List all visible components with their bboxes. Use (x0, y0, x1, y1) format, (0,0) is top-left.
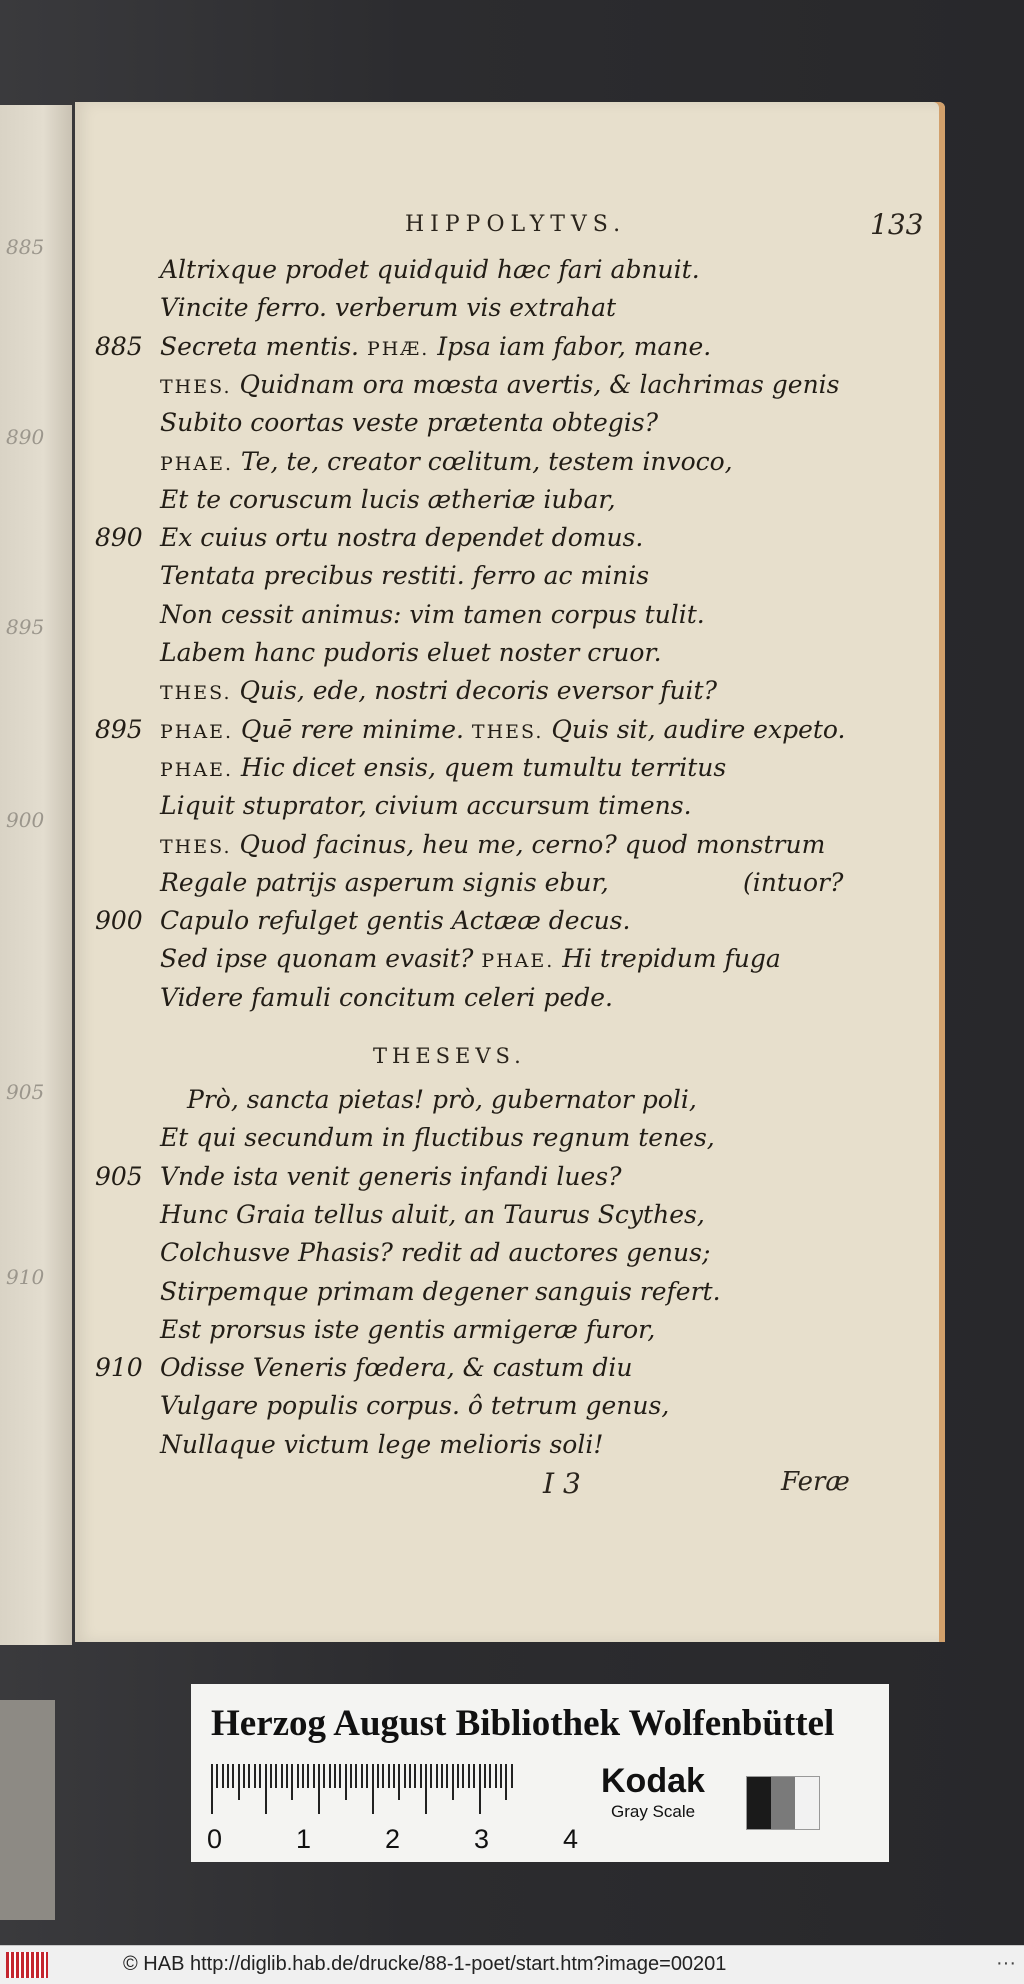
color-card (191, 1684, 889, 1862)
verse-line (75, 485, 945, 523)
ruler-tick (495, 1764, 497, 1788)
ruler-tick (462, 1764, 464, 1788)
ruler-tick (270, 1764, 272, 1788)
kodak-logo: Kodak (601, 1762, 705, 1800)
text-run: Secreta mentis. (160, 331, 367, 361)
ruler-tick (484, 1764, 486, 1788)
verse-line (75, 753, 945, 791)
text-run: Quod facinus, heu me, cerno? quod monstrum (231, 829, 826, 859)
line-number: 910 (95, 1353, 143, 1383)
ruler-tick (243, 1764, 245, 1788)
text-run: Nullaque victum lege melioris soli! (160, 1429, 604, 1459)
text-run: Colchusve Phasis? redit ad auctores genus; (160, 1238, 711, 1268)
text-run: Subito coortas veste prætenta obtegis? (160, 408, 659, 438)
line-text (160, 676, 717, 705)
verse-line (75, 676, 945, 714)
ruler-tick (468, 1764, 470, 1788)
ruler-tick (404, 1764, 406, 1788)
text-run: Odisse Veneris fœdera, & castum diu (160, 1353, 633, 1383)
text-run: Liquit stuprator, civium accursum timens. (160, 791, 692, 821)
speaker-label: PHAE. (160, 720, 233, 743)
line-text (160, 485, 616, 514)
text-run: Quis sit, audire expeto. (543, 714, 846, 744)
catchword: Feræ (781, 1467, 850, 1497)
ruler-tick (366, 1764, 368, 1788)
ruler-tick (377, 1764, 379, 1788)
ruler-tick (372, 1764, 374, 1814)
verse-line (75, 523, 945, 561)
ruler-tick (350, 1764, 352, 1788)
more-icon[interactable]: ··· (996, 1952, 1016, 1974)
ruler-tick (393, 1764, 395, 1788)
text-run: Labem hanc pudoris eluet noster cruor. (160, 638, 662, 667)
ruler-tick (425, 1764, 427, 1814)
ruler-tick (227, 1764, 229, 1788)
line-text (187, 1085, 697, 1114)
text-run: Ipsa iam fabor, mane. (429, 331, 712, 361)
text-run: Videre famuli concitum celeri pede. (160, 982, 613, 1012)
ruler-tick (339, 1764, 341, 1788)
text-run: Stirpemque primam degener sanguis refert. (160, 1276, 721, 1306)
text-run: Hi trepidum fuga (554, 944, 781, 974)
line-text (160, 1353, 632, 1382)
ruler-tick (446, 1764, 448, 1788)
hab-logo-icon (6, 1952, 48, 1978)
line-text (160, 944, 781, 973)
line-text (160, 293, 616, 322)
ruler-tick (238, 1764, 240, 1800)
line-text (160, 868, 609, 897)
line-text (160, 1391, 669, 1420)
speaker-label: PHÆ. (366, 337, 430, 360)
ghost-line-number: 885 (6, 235, 45, 259)
ruler-tick (489, 1764, 491, 1788)
line-text (160, 255, 700, 284)
ruler-number: 1 (296, 1824, 312, 1854)
ruler-tick (511, 1764, 513, 1788)
verse-line (75, 1315, 945, 1353)
ruler-tick (479, 1764, 481, 1814)
speaker-label: THES. (160, 835, 232, 858)
ghost-line-number: 890 (6, 425, 45, 449)
ruler-tick (430, 1764, 432, 1788)
line-text (160, 906, 630, 935)
verse-line (75, 561, 945, 599)
line-number: 895 (95, 714, 143, 744)
verse-line (75, 944, 945, 982)
ruler-tick (265, 1764, 267, 1814)
ruler-tick (409, 1764, 411, 1788)
text-run: Vincite ferro. verberum vis extrahat (160, 293, 617, 323)
speaker-heading: THESEVS. (373, 1044, 526, 1068)
text-run: Et qui secundum in fluctibus regnum tenes, (160, 1123, 715, 1153)
text-run: Est prorsus iste gentis armigeræ furor, (160, 1314, 656, 1344)
line-text (160, 447, 733, 476)
line-text (160, 1200, 705, 1229)
text-run: Non cessit animus: vim tamen corpus tulit. (160, 599, 705, 629)
footer-url[interactable]: © HAB http://diglib.hab.de/drucke/88-1-poet/start.htm?image=00201 (123, 1953, 727, 1975)
ruler-tick (281, 1764, 283, 1788)
ruler-tick (313, 1764, 315, 1788)
ruler-tick (291, 1764, 293, 1800)
verse-line (75, 868, 945, 906)
text-run: Altrixque prodet quidquid hæc fari abnuit. (160, 255, 700, 284)
verse-line (75, 370, 945, 408)
line-text (160, 561, 649, 590)
line-number: 885 (95, 331, 143, 361)
text-run: Hunc Graia tellus aluit, an Taurus Scythes, (160, 1199, 705, 1229)
text-run: Hic dicet ensis, quem tumultu territus (232, 752, 727, 782)
gray-patches (746, 1776, 820, 1830)
ruler-tick (275, 1764, 277, 1788)
verse-line (75, 1162, 945, 1200)
verse-line (75, 906, 945, 944)
ruler-tick (361, 1764, 363, 1788)
line-text (160, 791, 692, 820)
line-text (160, 1123, 715, 1152)
book-page (75, 102, 945, 1642)
verse-line (75, 791, 945, 829)
speaker-label: PHAE. (160, 452, 233, 475)
speaker-label: THES. (160, 375, 232, 398)
text-run: Et te coruscum lucis ætheriæ iubar, (160, 484, 616, 514)
verse-line (75, 332, 945, 370)
footer-bar (0, 1945, 1024, 1984)
ruler-tick (232, 1764, 234, 1788)
ruler-number: 0 (207, 1824, 223, 1854)
line-text (160, 1315, 655, 1344)
ruler-tick (452, 1764, 454, 1800)
text-run: Vulgare populis corpus. ô tetrum genus, (160, 1391, 670, 1421)
ruler-tick (441, 1764, 443, 1788)
ruler-tick (222, 1764, 224, 1788)
ghost-line-number: 905 (6, 1080, 45, 1104)
ruler-tick (254, 1764, 256, 1788)
ruler-tick (302, 1764, 304, 1788)
ruler-tick (297, 1764, 299, 1788)
ghost-line-number: 895 (6, 615, 45, 639)
folio-number: 133 (870, 208, 924, 241)
verse-line (75, 1353, 945, 1391)
text-run: Sed ipse quonam evasit? (160, 944, 482, 974)
signature-mark: I 3 (543, 1467, 581, 1500)
line-text (160, 523, 643, 552)
text-run: Vnde ista venit generis infandi lues? (160, 1161, 622, 1191)
ruler-tick (500, 1764, 502, 1788)
speaker-label: THES. (160, 682, 232, 705)
line-text (160, 1162, 621, 1191)
ruler-tick (307, 1764, 309, 1788)
text-run: Regale patrijs asperum signis ebur, (160, 867, 609, 897)
ruler-tick (248, 1764, 250, 1788)
gray-scale-label: Gray Scale (611, 1802, 696, 1821)
verse-line (75, 1123, 945, 1161)
verse-line (75, 408, 945, 446)
verse-line (75, 255, 945, 293)
line-text (160, 1277, 721, 1306)
line-text (160, 370, 840, 399)
card-title: Herzog August Bibliothek Wolfenbüttel (211, 1703, 835, 1744)
ruler-tick (345, 1764, 347, 1800)
line-text (160, 332, 711, 361)
verse-line (75, 600, 945, 638)
line-number: 905 (95, 1161, 143, 1191)
verse-line (75, 1430, 945, 1468)
ruler-tick (473, 1764, 475, 1788)
previous-page-edge (0, 105, 72, 1645)
verse-line (75, 293, 945, 331)
ruler-tick (286, 1764, 288, 1788)
speaker-label: PHAE. (481, 950, 555, 973)
line-text (160, 830, 825, 859)
verse-line (75, 1200, 945, 1238)
line-number: 890 (95, 523, 143, 553)
ruler-tick (414, 1764, 416, 1788)
running-head: HIPPOLYTVS. (405, 212, 627, 237)
ghost-line-number: 910 (6, 1265, 45, 1289)
text-run: Quis, ede, nostri decoris eversor fuit? (231, 676, 717, 706)
line-text (160, 753, 726, 782)
ghost-line-number: 900 (6, 808, 45, 832)
verse-line (75, 447, 945, 485)
ruler-tick (457, 1764, 459, 1788)
text-run: Quē rere minime. (232, 714, 472, 744)
line-text (160, 408, 658, 437)
line-text (160, 638, 662, 667)
speaker-label: THES. (471, 720, 544, 743)
ruler-number: 3 (474, 1824, 490, 1854)
ruler-tick (318, 1764, 320, 1814)
turnover-word: (intuor? (743, 867, 844, 897)
text-run: Tentata precibus restiti. ferro ac minis (160, 561, 650, 591)
ruler-tick (436, 1764, 438, 1788)
line-text (160, 715, 845, 744)
ruler-tick (323, 1764, 325, 1788)
ruler-number: 2 (385, 1824, 401, 1854)
verse-line (75, 1238, 945, 1276)
ruler-tick (505, 1764, 507, 1800)
verse-line (75, 715, 945, 753)
text-run: Ex cuius ortu nostra dependet domus. (160, 523, 644, 553)
line-text (160, 983, 613, 1012)
ruler-tick (388, 1764, 390, 1788)
ruler-tick (334, 1764, 336, 1788)
ruler-tick (382, 1764, 384, 1788)
ruler-tick (329, 1764, 331, 1788)
line-text (160, 1238, 710, 1267)
verse-line (75, 983, 945, 1021)
verse-line (75, 1391, 945, 1429)
text-run: Te, te, creator cœlitum, testem invoco, (232, 446, 733, 476)
line-text (160, 1430, 603, 1459)
left-strip (0, 1700, 55, 1920)
ruler-tick (259, 1764, 261, 1788)
ruler-tick (420, 1764, 422, 1788)
verse-line (75, 1277, 945, 1315)
ruler-tick (398, 1764, 400, 1800)
ruler-number: 4 (563, 1824, 579, 1854)
verse-line (75, 1085, 945, 1123)
ruler-tick (355, 1764, 357, 1788)
text-run: Quidnam ora mœsta avertis, & lachrimas genis (231, 369, 840, 399)
speaker-label: PHAE. (160, 758, 233, 781)
verse-line (75, 830, 945, 868)
text-run: Prò, sancta pietas! prò, gubernator poli, (187, 1085, 697, 1114)
line-number: 900 (95, 906, 143, 936)
line-text (160, 600, 705, 629)
text-run: Capulo refulget gentis Actææ decus. (160, 906, 631, 936)
ruler-tick (216, 1764, 218, 1788)
ruler-tick (211, 1764, 213, 1814)
verse-line (75, 638, 945, 676)
